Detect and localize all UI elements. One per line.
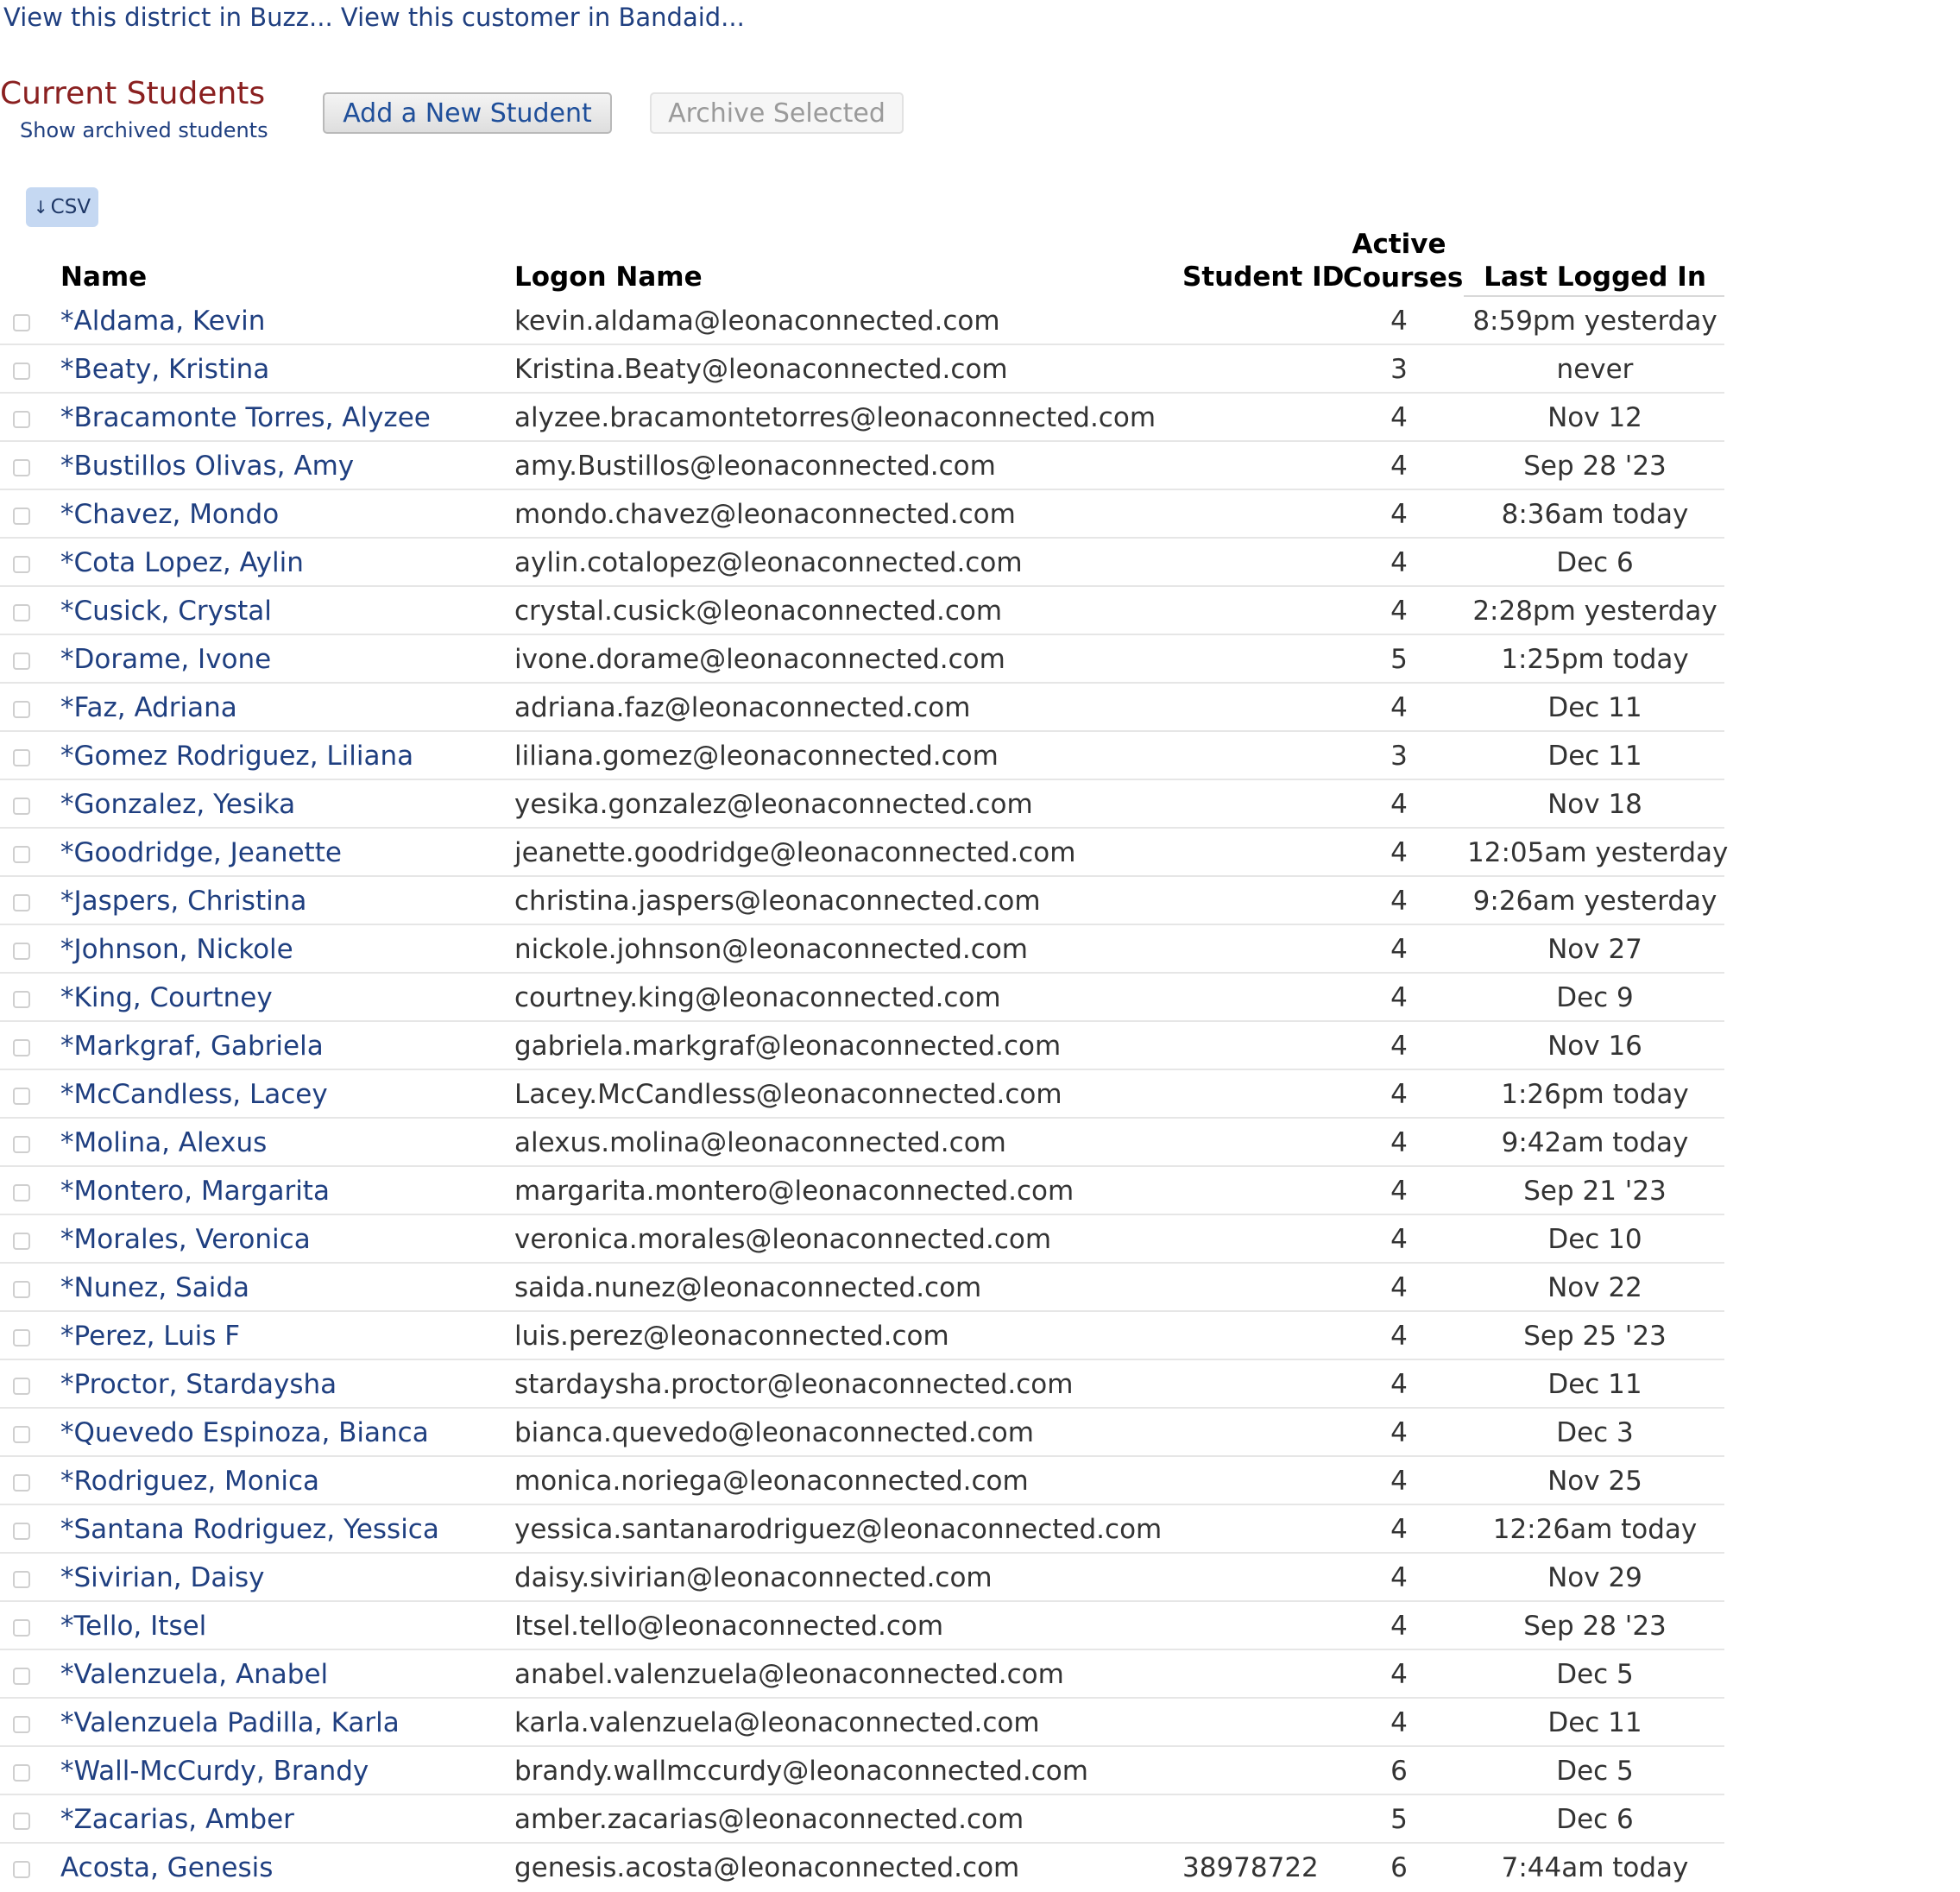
active-courses-count: 4 (1390, 499, 1408, 530)
logon-name: mondo.chavez@leonaconnected.com (514, 499, 1016, 530)
table-row (0, 1167, 1724, 1215)
table-row (0, 1699, 1724, 1747)
row-select-checkbox[interactable] (13, 1619, 30, 1637)
student-name-link[interactable]: *Chavez, Mondo (60, 499, 280, 530)
student-name-link[interactable]: *Gomez Rodriguez, Liliana (60, 741, 414, 772)
row-select-checkbox[interactable] (13, 846, 30, 863)
last-logged-in: Dec 6 (1556, 547, 1634, 578)
table-row (0, 1650, 1724, 1699)
active-courses-count: 4 (1390, 547, 1408, 578)
logon-name: alexus.molina@leonaconnected.com (514, 1127, 1006, 1158)
logon-name: yesika.gonzalez@leonaconnected.com (514, 789, 1033, 820)
last-logged-in: Dec 11 (1547, 1369, 1642, 1400)
logon-name: jeanette.goodridge@leonaconnected.com (514, 837, 1076, 868)
logon-name: saida.nunez@leonaconnected.com (514, 1272, 982, 1303)
table-row (0, 925, 1724, 974)
active-courses-count: 4 (1390, 451, 1408, 482)
show-archived-link[interactable]: Show archived students (20, 118, 268, 142)
last-logged-in: 12:05am yesterday (1467, 837, 1729, 868)
table-row (0, 1409, 1724, 1457)
table-row (0, 1747, 1724, 1795)
table-row (0, 539, 1724, 587)
table-row (0, 1119, 1724, 1167)
table-row (0, 297, 1724, 345)
row-select-checkbox[interactable] (13, 894, 30, 911)
table-row (0, 780, 1724, 829)
logon-name: adriana.faz@leonaconnected.com (514, 692, 971, 723)
table-row (0, 1457, 1724, 1505)
student-name-link[interactable]: *Morales, Veronica (60, 1224, 311, 1255)
add-student-button[interactable]: Add a New Student (323, 92, 612, 134)
last-logged-in: Nov 27 (1547, 934, 1642, 965)
row-select-checkbox[interactable] (13, 1813, 30, 1830)
table-row (0, 1505, 1724, 1554)
row-select-checkbox[interactable] (13, 556, 30, 573)
header-active-courses[interactable] (1343, 228, 1464, 295)
row-select-checkbox[interactable] (13, 1426, 30, 1443)
logon-name: margarita.montero@leonaconnected.com (514, 1176, 1075, 1207)
student-name-link[interactable]: *Valenzuela Padilla, Karla (60, 1707, 400, 1738)
logon-name: veronica.morales@leonaconnected.com (514, 1224, 1052, 1255)
row-select-checkbox[interactable] (13, 1764, 30, 1782)
logon-name: karla.valenzuela@leonaconnected.com (514, 1707, 1040, 1738)
logon-name: gabriela.markgraf@leonaconnected.com (514, 1031, 1062, 1062)
row-select-checkbox[interactable] (13, 1329, 30, 1346)
row-select-checkbox[interactable] (13, 314, 30, 331)
active-courses-count: 4 (1390, 1466, 1408, 1497)
table-row (0, 635, 1724, 684)
last-logged-in: 1:25pm today (1501, 644, 1689, 675)
logon-name: courtney.king@leonaconnected.com (514, 982, 1001, 1013)
table-row (0, 345, 1724, 394)
logon-name: alyzee.bracamontetorres@leonaconnected.com (514, 402, 1156, 433)
active-courses-count: 4 (1390, 1514, 1408, 1545)
student-name-link[interactable]: *Goodridge, Jeanette (60, 837, 342, 868)
active-courses-count: 4 (1390, 1417, 1408, 1448)
active-courses-count: 4 (1390, 1272, 1408, 1303)
logon-name: luis.perez@leonaconnected.com (514, 1321, 949, 1352)
logon-name: aylin.cotalopez@leonaconnected.com (514, 547, 1023, 578)
student-name-link[interactable]: *Sivirian, Daisy (60, 1562, 265, 1593)
active-courses-count: 4 (1390, 1659, 1408, 1690)
last-logged-in: Dec 11 (1547, 692, 1642, 723)
student-name-link[interactable]: *Bustillos Olivas, Amy (60, 451, 355, 482)
student-name-link[interactable]: *Dorame, Ivone (60, 644, 272, 675)
student-name-link[interactable]: Acosta, Genesis (60, 1852, 274, 1883)
student-name-link[interactable]: *Rodriguez, Monica (60, 1466, 320, 1497)
student-name-link[interactable]: *Montero, Margarita (60, 1176, 330, 1207)
active-courses-count: 4 (1390, 789, 1408, 820)
active-courses-count: 3 (1390, 741, 1408, 772)
last-logged-in: Dec 10 (1547, 1224, 1642, 1255)
logon-name: Lacey.McCandless@leonaconnected.com (514, 1079, 1062, 1110)
active-courses-count: 5 (1390, 1804, 1408, 1835)
last-logged-in: Nov 18 (1547, 789, 1642, 820)
logon-name: amy.Bustillos@leonaconnected.com (514, 451, 996, 482)
logon-name: Kristina.Beaty@leonaconnected.com (514, 354, 1008, 385)
table-row (0, 1795, 1724, 1844)
table-row (0, 974, 1724, 1022)
row-select-checkbox[interactable] (13, 1136, 30, 1153)
last-logged-in: Dec 9 (1556, 982, 1634, 1013)
student-name-link[interactable]: *Cusick, Crystal (60, 596, 272, 627)
active-courses-count: 6 (1390, 1756, 1408, 1787)
logon-name: nickole.johnson@leonaconnected.com (514, 934, 1028, 965)
logon-name: brandy.wallmccurdy@leonaconnected.com (514, 1756, 1088, 1787)
logon-name: monica.noriega@leonaconnected.com (514, 1466, 1029, 1497)
csv-download-button[interactable] (26, 187, 98, 227)
last-logged-in: 12:26am today (1492, 1514, 1698, 1545)
logon-name: daisy.sivirian@leonaconnected.com (514, 1562, 993, 1593)
csv-label: CSV (50, 196, 91, 218)
logon-name: yessica.santanarodriguez@leonaconnected.com (514, 1514, 1163, 1545)
logon-name: anabel.valenzuela@leonaconnected.com (514, 1659, 1064, 1690)
active-courses-count: 4 (1390, 837, 1408, 868)
active-courses-count: 4 (1390, 596, 1408, 627)
row-select-checkbox[interactable] (13, 508, 30, 525)
active-courses-count: 4 (1390, 1707, 1408, 1738)
row-select-checkbox[interactable] (13, 1668, 30, 1685)
last-logged-in: Dec 11 (1547, 1707, 1642, 1738)
last-logged-in: Nov 12 (1547, 402, 1642, 433)
student-name-link[interactable]: *Perez, Luis F (60, 1321, 241, 1352)
student-name-link[interactable]: *Johnson, Nickole (60, 934, 293, 965)
page-title: Current Students (0, 76, 266, 111)
table-row (0, 1264, 1724, 1312)
last-logged-in: 8:59pm yesterday (1472, 306, 1717, 337)
logon-name: genesis.acosta@leonaconnected.com (514, 1852, 1020, 1883)
student-name-link[interactable]: *Tello, Itsel (60, 1611, 207, 1642)
row-select-checkbox[interactable] (13, 991, 30, 1008)
student-name-link[interactable]: *Zacarias, Amber (60, 1804, 294, 1835)
download-arrow-icon: ↓ (33, 197, 48, 218)
last-logged-in: 8:36am today (1501, 499, 1689, 530)
row-select-checkbox[interactable] (13, 653, 30, 670)
last-logged-in: 1:26pm today (1501, 1079, 1689, 1110)
table-row (0, 684, 1724, 732)
row-select-checkbox[interactable] (13, 459, 30, 476)
active-courses-count: 4 (1390, 1176, 1408, 1207)
header-logon-name[interactable]: Logon Name (514, 262, 703, 293)
row-select-checkbox[interactable] (13, 1716, 30, 1733)
active-courses-count: 4 (1390, 886, 1408, 917)
row-select-checkbox[interactable] (13, 1523, 30, 1540)
last-logged-in: Dec 11 (1547, 741, 1642, 772)
archive-selected-button[interactable]: Archive Selected (650, 92, 904, 134)
active-courses-count: 3 (1390, 354, 1408, 385)
table-row (0, 829, 1729, 877)
row-select-checkbox[interactable] (13, 1233, 30, 1250)
active-courses-count: 5 (1390, 644, 1408, 675)
student-name-link[interactable]: *Bracamonte Torres, Alyzee (60, 402, 431, 433)
logon-name: christina.jaspers@leonaconnected.com (514, 886, 1041, 917)
last-logged-in: Dec 5 (1556, 1756, 1634, 1787)
table-row (0, 732, 1724, 780)
row-select-checkbox[interactable] (13, 1571, 30, 1588)
student-name-link[interactable]: *Faz, Adriana (60, 692, 237, 723)
row-select-checkbox[interactable] (13, 798, 30, 815)
header-active-courses-line2: Courses (1343, 262, 1464, 293)
active-courses-count: 6 (1390, 1852, 1408, 1883)
active-courses-count: 4 (1390, 1127, 1408, 1158)
active-courses-count: 4 (1390, 982, 1408, 1013)
student-name-link[interactable]: *McCandless, Lacey (60, 1079, 328, 1110)
logon-name: kevin.aldama@leonaconnected.com (514, 306, 1000, 337)
last-logged-in: 7:44am today (1501, 1852, 1689, 1883)
student-name-link[interactable]: *Nunez, Saida (60, 1272, 249, 1303)
logon-name: stardaysha.proctor@leonaconnected.com (514, 1369, 1074, 1400)
student-name-link[interactable]: *Molina, Alexus (60, 1127, 268, 1158)
table-row (0, 1844, 1724, 1892)
student-name-link[interactable]: *Wall-McCurdy, Brandy (60, 1756, 369, 1787)
active-courses-count: 4 (1390, 1611, 1408, 1642)
table-row (0, 1360, 1724, 1409)
header-last-logged-in[interactable]: Last Logged In (1484, 262, 1706, 293)
last-logged-in: Nov 25 (1547, 1466, 1642, 1497)
last-logged-in: Nov 22 (1547, 1272, 1642, 1303)
table-row (0, 490, 1724, 539)
last-logged-in: 9:42am today (1501, 1127, 1689, 1158)
logon-name: liliana.gomez@leonaconnected.com (514, 741, 999, 772)
table-row (0, 442, 1724, 490)
table-row (0, 877, 1724, 925)
active-courses-count: 4 (1390, 934, 1408, 965)
student-name-link[interactable]: *Aldama, Kevin (60, 306, 266, 337)
header-active-courses-line1: Active (1352, 229, 1446, 260)
top-links (3, 0, 745, 35)
logon-name: amber.zacarias@leonaconnected.com (514, 1804, 1024, 1835)
active-courses-count: 4 (1390, 1224, 1408, 1255)
table-row (0, 587, 1724, 635)
active-courses-count: 4 (1390, 306, 1408, 337)
student-name-link[interactable]: *Jaspers, Christina (60, 886, 307, 917)
last-logged-in: Nov 16 (1547, 1031, 1642, 1062)
active-courses-count: 4 (1390, 1369, 1408, 1400)
student-name-link[interactable]: *King, Courtney (60, 982, 273, 1013)
student-name-link[interactable]: *Cota Lopez, Aylin (60, 547, 304, 578)
row-select-checkbox[interactable] (13, 749, 30, 766)
student-name-link[interactable]: *Santana Rodriguez, Yessica (60, 1514, 439, 1545)
last-logged-in: 9:26am yesterday (1472, 886, 1717, 917)
last-logged-in: Dec 3 (1556, 1417, 1634, 1448)
row-select-checkbox[interactable] (13, 943, 30, 960)
table-row (0, 1554, 1724, 1602)
table-row (0, 1215, 1724, 1264)
student-id: 38978722 (1182, 1852, 1319, 1883)
header-name[interactable]: Name (60, 262, 148, 293)
logon-name: Itsel.tello@leonaconnected.com (514, 1611, 944, 1642)
header-student-id[interactable]: Student ID (1182, 262, 1345, 293)
row-select-checkbox[interactable] (13, 1039, 30, 1056)
table-row (0, 1602, 1724, 1650)
student-name-link[interactable]: *Gonzalez, Yesika (60, 789, 296, 820)
row-select-checkbox[interactable] (13, 1281, 30, 1298)
row-select-checkbox[interactable] (13, 363, 30, 380)
row-select-checkbox[interactable] (13, 1474, 30, 1492)
row-select-checkbox[interactable] (13, 1184, 30, 1201)
student-name-link[interactable]: *Valenzuela, Anabel (60, 1659, 329, 1690)
row-select-checkbox[interactable] (13, 411, 30, 428)
row-select-checkbox[interactable] (13, 701, 30, 718)
row-select-checkbox[interactable] (13, 604, 30, 621)
last-logged-in: never (1556, 354, 1634, 385)
row-select-checkbox[interactable] (13, 1378, 30, 1395)
active-courses-count: 4 (1390, 692, 1408, 723)
active-courses-count: 4 (1390, 1562, 1408, 1593)
table-row (0, 1070, 1724, 1119)
table-row (0, 394, 1724, 442)
active-courses-count: 4 (1390, 1079, 1408, 1110)
last-logged-in: Sep 21 '23 (1523, 1176, 1667, 1207)
last-logged-in: Dec 5 (1556, 1659, 1634, 1690)
student-name-link[interactable]: *Beaty, Kristina (60, 354, 270, 385)
logon-name: crystal.cusick@leonaconnected.com (514, 596, 1003, 627)
active-courses-count: 4 (1390, 1321, 1408, 1352)
table-row (0, 1022, 1724, 1070)
last-logged-in: Sep 25 '23 (1523, 1321, 1667, 1352)
row-select-checkbox[interactable] (13, 1088, 30, 1105)
row-select-checkbox[interactable] (13, 1861, 30, 1878)
logon-name: bianca.quevedo@leonaconnected.com (514, 1417, 1034, 1448)
active-courses-count: 4 (1390, 402, 1408, 433)
student-name-link[interactable]: *Markgraf, Gabriela (60, 1031, 324, 1062)
last-logged-in: Dec 6 (1556, 1804, 1634, 1835)
last-logged-in: 2:28pm yesterday (1472, 596, 1717, 627)
active-courses-count: 4 (1390, 1031, 1408, 1062)
last-logged-in: Nov 29 (1547, 1562, 1642, 1593)
last-logged-in: Sep 28 '23 (1523, 1611, 1667, 1642)
table-row (0, 1312, 1724, 1360)
logon-name: ivone.dorame@leonaconnected.com (514, 644, 1005, 675)
buzz-link[interactable]: View this district in Buzz... (3, 3, 333, 32)
student-name-link[interactable]: *Quevedo Espinoza, Bianca (60, 1417, 429, 1448)
last-logged-in: Sep 28 '23 (1523, 451, 1667, 482)
student-name-link[interactable]: *Proctor, Stardaysha (60, 1369, 337, 1400)
bandaid-link[interactable]: View this customer in Bandaid... (340, 3, 745, 32)
